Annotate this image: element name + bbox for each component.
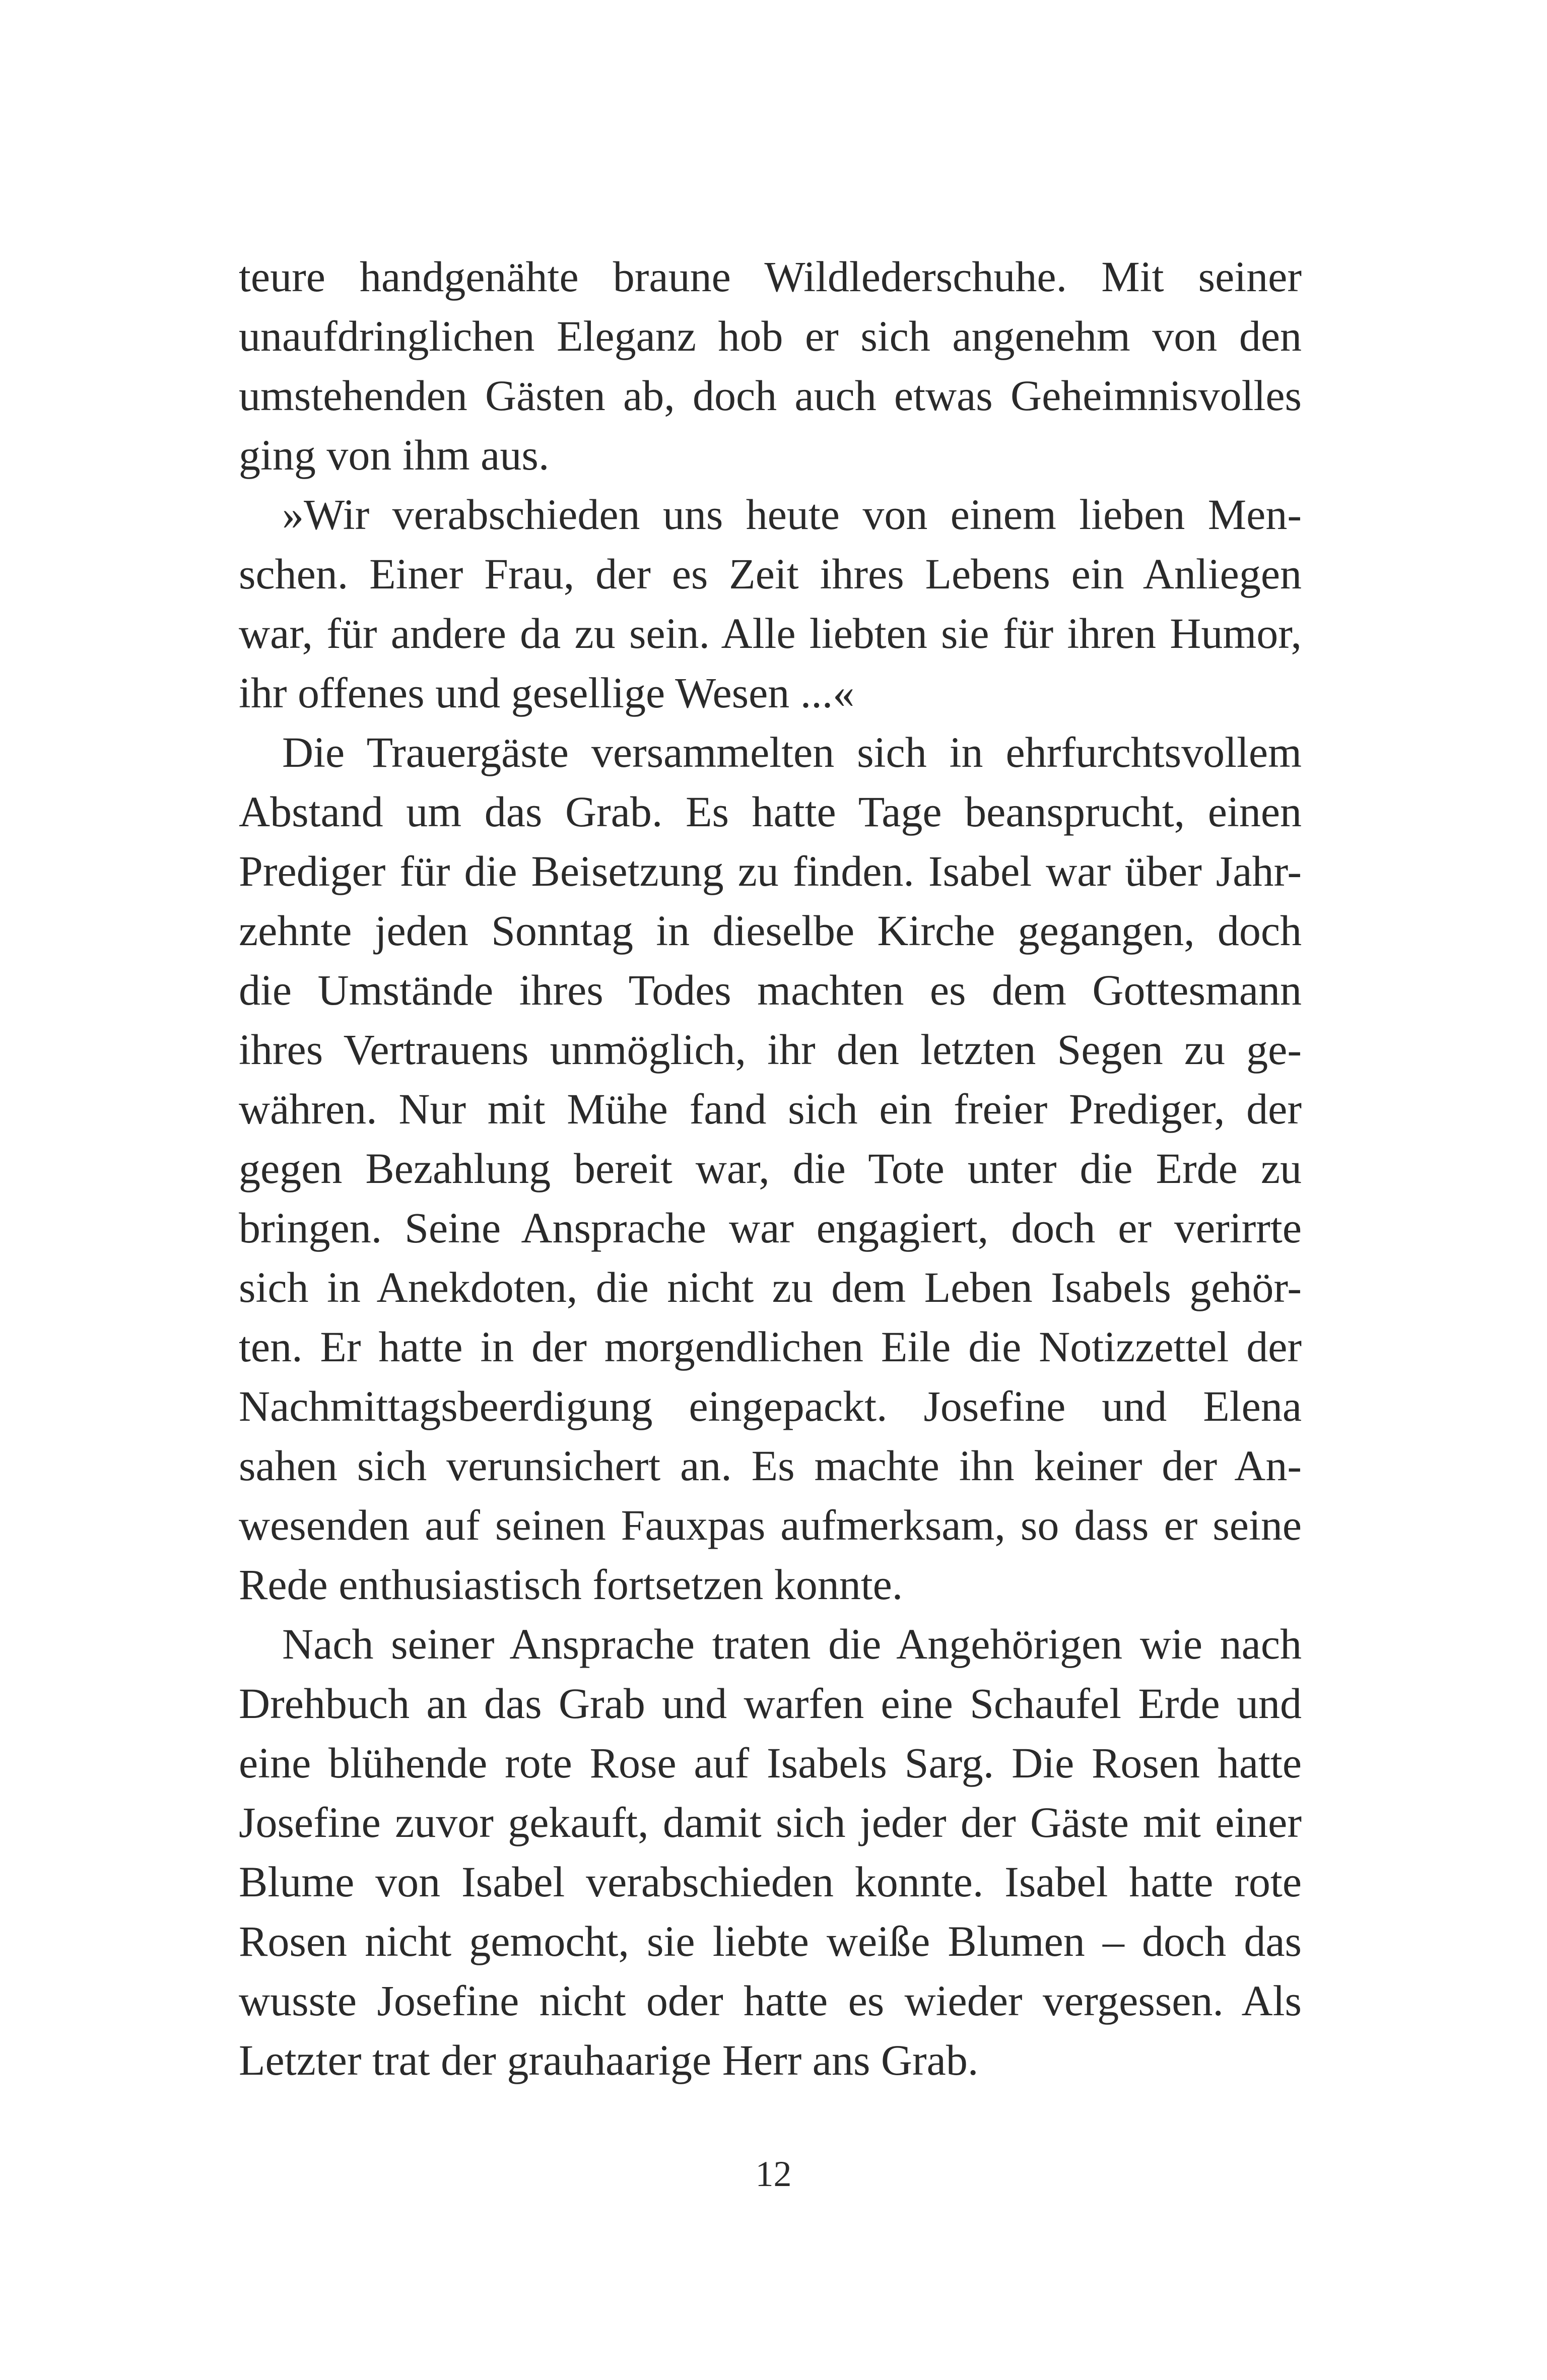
text-line: Rede enthusiastisch fortsetzen konnte. [239,1560,903,1609]
text-line: teure handgenähte braune Wildlederschuhe. Mit seiner [239,252,1302,301]
paragraph [239,247,1302,485]
text-line: Nach seiner Ansprache traten die Angehörigen wie nach [282,1620,1302,1668]
body-text [239,247,1302,2090]
text-line: ihres Vertrauens unmöglich, ihr den letzten Segen zu ge- [239,1025,1302,1074]
text-line: eine blühende rote Rose auf Isabels Sarg. Die Rosen hatte [239,1739,1302,1787]
paragraph [239,1614,1302,2090]
text-line: Die Trauergäste versammelten sich in ehrfurchtsvollem [282,728,1302,776]
text-line: sich in Anekdoten, die nicht zu dem Leben Isabels gehör- [239,1263,1302,1311]
text-line: Abstand um das Grab. Es hatte Tage beansprucht, einen [239,787,1302,836]
text-line: Josefine zuvor gekauft, damit sich jeder der Gäste mit einer [239,1798,1302,1846]
text-line: bringen. Seine Ansprache war engagiert, doch er verirrte [239,1204,1302,1252]
text-line: wesenden auf seinen Fauxpas aufmerksam, so dass er seine [239,1501,1302,1549]
text-line: »Wir verabschieden uns heute von einem lieben Men- [282,490,1302,539]
text-line: Blume von Isabel verabschieden konnte. Isabel hatte rote [239,1858,1302,1906]
text-line: schen. Einer Frau, der es Zeit ihres Lebens ein Anliegen [239,550,1302,598]
text-line: war, für andere da zu sein. Alle liebten sie für ihren Humor, [239,609,1302,657]
text-line: Rosen nicht gemocht, sie liebte weiße Blumen – doch das [239,1917,1302,1965]
paragraph [239,485,1302,722]
text-line: Prediger für die Beisetzung zu finden. Isabel war über Jahr- [239,847,1302,895]
text-line: unaufdringlichen Eleganz hob er sich angenehm von den [239,312,1302,360]
text-line: sahen sich verunsichert an. Es machte ihn keiner der An- [239,1441,1302,1490]
text-line: umstehenden Gästen ab, doch auch etwas Geheimnisvolles [239,371,1302,420]
text-line: währen. Nur mit Mühe fand sich ein freier Prediger, der [239,1085,1302,1133]
text-line: ihr offenes und gesellige Wesen ...« [239,669,855,717]
text-line: gegen Bezahlung bereit war, die Tote unter die Erde zu [239,1144,1302,1193]
text-line: ten. Er hatte in der morgendlichen Eile die Notizzettel der [239,1323,1302,1371]
text-line: wusste Josefine nicht oder hatte es wieder vergessen. Als [239,1976,1302,2025]
text-line: die Umstände ihres Todes machten es dem Gottesmann [239,966,1302,1014]
text-line: Drehbuch an das Grab und warfen eine Schaufel Erde und [239,1679,1302,1728]
text-line: Nachmittagsbeerdigung eingepackt. Josefine und Elena [239,1382,1302,1430]
text-line: Letzter trat der grauhaarige Herr ans Grab. [239,2036,979,2084]
text-line: ging von ihm aus. [239,431,550,479]
text-line: zehnte jeden Sonntag in dieselbe Kirche gegangen, doch [239,906,1302,955]
paragraph [239,722,1302,1614]
page-number: 12 [755,2154,792,2194]
